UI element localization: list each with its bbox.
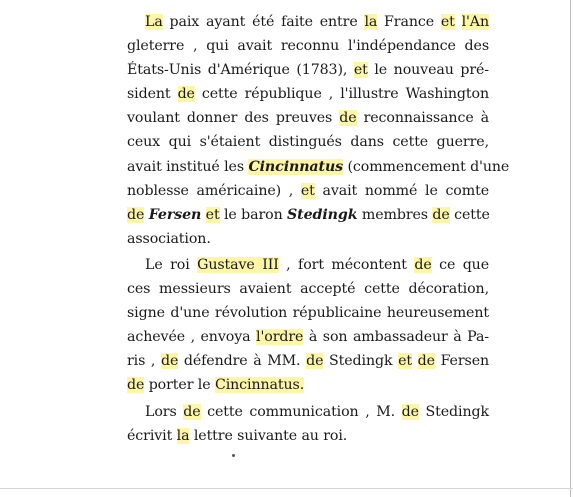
text-line <box>127 155 510 179</box>
text-line <box>127 10 489 34</box>
text-body <box>127 10 510 448</box>
text-line <box>127 325 489 349</box>
text-run: France <box>377 14 441 30</box>
text-line <box>127 349 489 373</box>
text-run: ceux qui s'étaient distingués dans cette guerre, <box>127 134 489 151</box>
text-run: , fort mécontent <box>278 256 415 273</box>
highlighted-word: de <box>432 206 450 223</box>
highlighted-word: Cincinnatus. <box>214 377 305 394</box>
highlighted-word: Gustave III <box>197 256 279 273</box>
text-run: ces messieurs avaient accepté cette décoration, <box>127 281 489 298</box>
text-run: Fersen <box>434 353 490 370</box>
highlighted-word: de <box>183 403 201 420</box>
text-line <box>127 179 489 203</box>
text-run: noblesse américaine) , <box>127 182 301 199</box>
text-line <box>127 373 489 397</box>
text-run: Stedingk <box>323 353 399 370</box>
text-run: porter le <box>144 377 215 394</box>
text-run: cette république , l'illustre Washington <box>194 86 489 103</box>
text-run: achevée , envoya <box>127 329 257 346</box>
text-run: (commencement d'une <box>343 158 510 175</box>
text-run: Stedingk <box>418 403 489 420</box>
text-run: lettre suivante au roi. <box>189 427 348 444</box>
text-line <box>127 106 489 130</box>
text-run: association. <box>127 230 211 247</box>
highlighted-word: Cincinnatus <box>248 158 344 175</box>
highlighted-word: et <box>440 14 455 30</box>
highlighted-word: La <box>145 14 163 30</box>
highlighted-word: de <box>127 377 145 394</box>
text-line <box>127 130 489 154</box>
highlighted-word: l'ordre <box>256 329 304 346</box>
highlighted-word: de <box>414 256 432 273</box>
text-run: gleterre , qui avait reconnu l'indépendance des <box>127 38 489 55</box>
highlighted-word: l'An <box>461 14 489 30</box>
text-run: paix ayant été faite entre <box>162 14 365 30</box>
text-run: voulant donner des preuves <box>127 110 340 127</box>
text-run <box>201 207 205 223</box>
text-run <box>455 14 462 30</box>
text-run: écrivit <box>127 427 177 444</box>
text-run: reconnaissance à <box>356 110 489 127</box>
paragraph <box>127 400 489 448</box>
text-run: signe d'une révolution républicaine heureusement <box>127 305 489 322</box>
highlighted-word: et <box>300 182 315 199</box>
highlighted-word: de <box>339 110 357 127</box>
highlighted-word: de <box>306 353 324 370</box>
text-run: Stedingk <box>287 206 358 223</box>
highlighted-word: et <box>205 206 220 223</box>
text-run: ris , <box>127 353 161 370</box>
text-run: ce que <box>431 256 490 273</box>
text-run <box>412 353 418 369</box>
text-line <box>127 34 489 58</box>
highlighted-word: et <box>398 353 413 370</box>
text-run: le baron <box>219 206 288 223</box>
text-run: avait nommé le comte <box>314 182 489 199</box>
text-run: cette <box>449 206 490 223</box>
ink-speck <box>232 454 235 457</box>
text-run: défendre à MM. <box>178 353 307 370</box>
paragraph <box>127 253 489 398</box>
page-edge-bottom <box>0 488 573 489</box>
text-line <box>127 227 489 251</box>
text-line <box>127 253 489 277</box>
paragraph <box>127 10 510 251</box>
highlighted-word: et <box>353 62 368 79</box>
text-run: à son ambassadeur à Pa- <box>303 329 489 346</box>
text-line <box>127 203 489 227</box>
text-line <box>127 301 489 325</box>
text-run: Fersen <box>148 206 202 223</box>
text-run: membres <box>357 206 433 223</box>
text-line <box>127 400 489 424</box>
highlighted-word: de <box>177 86 195 103</box>
highlighted-word: de <box>417 353 435 370</box>
text-run: sident <box>127 86 178 103</box>
highlighted-word: la <box>364 14 378 30</box>
page-edge-right <box>570 0 571 497</box>
text-line <box>127 424 489 448</box>
text-line <box>127 82 489 106</box>
highlighted-word: de <box>160 353 179 370</box>
text-run: Lors <box>145 403 184 420</box>
highlighted-word: la <box>176 427 190 444</box>
text-run: Le roi <box>145 256 198 273</box>
highlighted-word: de <box>401 403 419 420</box>
text-line <box>127 277 489 301</box>
text-run: le nouveau pré- <box>367 62 489 79</box>
highlighted-word: de <box>127 206 145 223</box>
text-line <box>127 58 489 82</box>
text-run: avait institué les <box>127 158 249 175</box>
text-run: États-Unis d'Amérique (1783), <box>127 62 354 79</box>
text-run: cette communication , M. <box>200 403 402 420</box>
